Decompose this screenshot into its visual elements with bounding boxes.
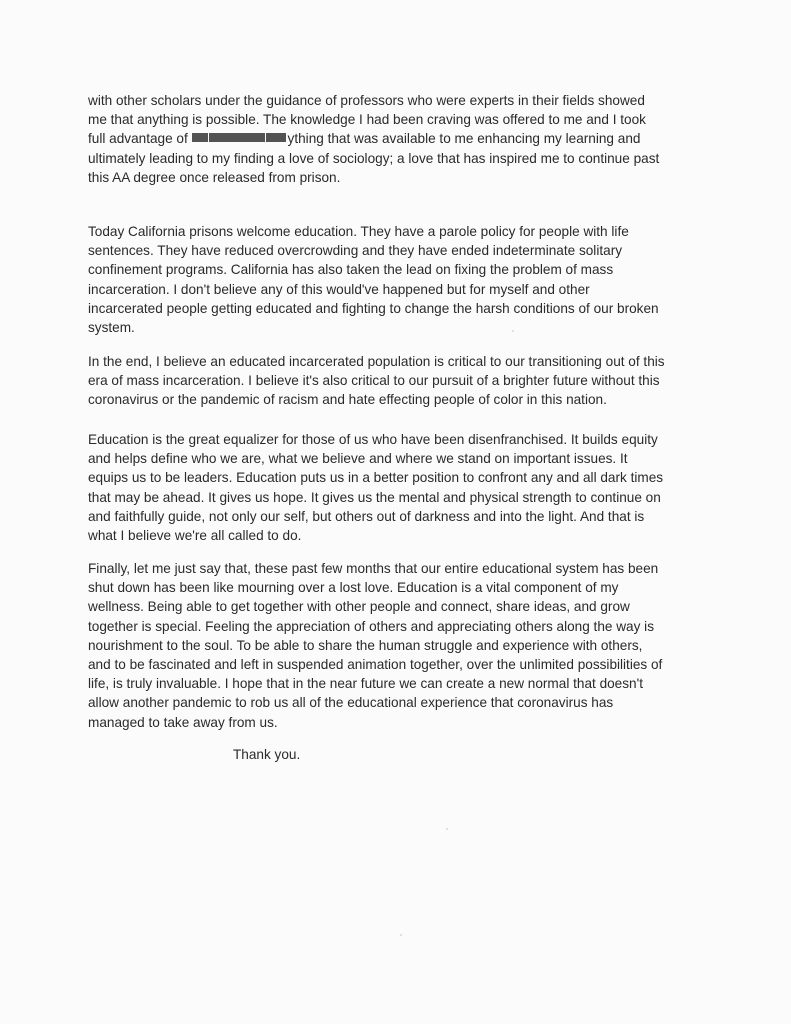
scan-speck [446, 828, 448, 830]
text-line: me that anything is possible. The knowledge I had been craving was offered to me and I took [88, 112, 646, 128]
text-line: incarcerated people getting educated and fighting to change the harsh conditions of our broken [88, 300, 659, 316]
scan-speck [400, 934, 402, 936]
text-line: incarceration. I don't believe any of this would've happened but for myself and other [88, 281, 590, 297]
text-line: wellness. Being able to get together with other people and connect, share ideas, and grow [88, 599, 630, 615]
text-line: Education is the great equalizer for those of us who have been disenfranchised. It builds equity [88, 432, 658, 447]
text-line: Finally, let me just say that, these past few months that our entire educational system has been [88, 561, 659, 576]
text-line: equips us to be leaders. Education puts us in a better position to confront any and all dark times [88, 470, 664, 486]
text-line: allow another pandemic to rob us all of the educational experience that coronavirus has [88, 695, 614, 711]
paragraph-finally [88, 559, 700, 732]
text-line: what I believe we're all called to do. [88, 528, 302, 544]
text-line: era of mass incarceration. I believe it's also critical to our pursuit of a brighter future without this [88, 373, 660, 389]
text-line: nourishment to the soul. To be able to share the human struggle and experience with others, [88, 637, 643, 653]
text-line: system. [88, 320, 135, 336]
text-line: this AA degree once released from prison. [88, 169, 341, 185]
closing-thank-you: Thank you. [233, 747, 301, 762]
text-line: that may be ahead. It gives us hope. It gives us the mental and physical strength to continue on [88, 489, 661, 505]
text-line: confinement programs. California has also taken the lead on fixing the problem of mass [88, 262, 614, 278]
text-line: and faithfully guide, not only our self, but others out of darkness and into the light. And that is [88, 508, 645, 524]
text-line: life, is truly invaluable. I hope that in the near future we can create a new normal that doesn't [88, 676, 643, 692]
text-line: coronavirus or the pandemic of racism and hate effecting people of color in this nation. [88, 392, 607, 408]
paragraph-in-the-end [88, 352, 700, 410]
text-line: sentences. They have reduced overcrowding and they have ended indeterminate solitary [88, 243, 623, 259]
redaction-mark [192, 133, 208, 142]
redaction-mark [209, 133, 265, 142]
text-line: ultimately leading to my finding a love of sociology; a love that has inspired me to continue past [88, 150, 660, 166]
paragraph-education-experience [88, 91, 700, 187]
redaction-mark [266, 133, 286, 142]
text-line: with other scholars under the guidance of professors who were experts in their fields showed [88, 93, 645, 108]
text-line: together is special. Feeling the appreciation of others and appreciating others along the way is [88, 618, 654, 634]
text-line: and to be fascinated and left in suspended animation together, over the unlimited possibilities of [88, 657, 663, 673]
text-line-with-redactions: full advantage of ything that was available to me enhancing my learning and [88, 131, 641, 147]
paragraph-california-prisons [88, 222, 700, 337]
paragraph-great-equalizer [88, 430, 700, 545]
text-line: In the end, I believe an educated incarcerated population is critical to our transitioning out of this [88, 354, 665, 369]
text-line: managed to take away from us. [88, 714, 278, 730]
text-line: Today California prisons welcome education. They have a parole policy for people with life [88, 224, 629, 239]
text-line: and helps define who we are, what we believe and where we stand on important issues. It [88, 451, 628, 467]
scan-speck [512, 330, 514, 332]
text-line: shut down has been like mourning over a lost love. Education is a vital component of my [88, 580, 619, 596]
